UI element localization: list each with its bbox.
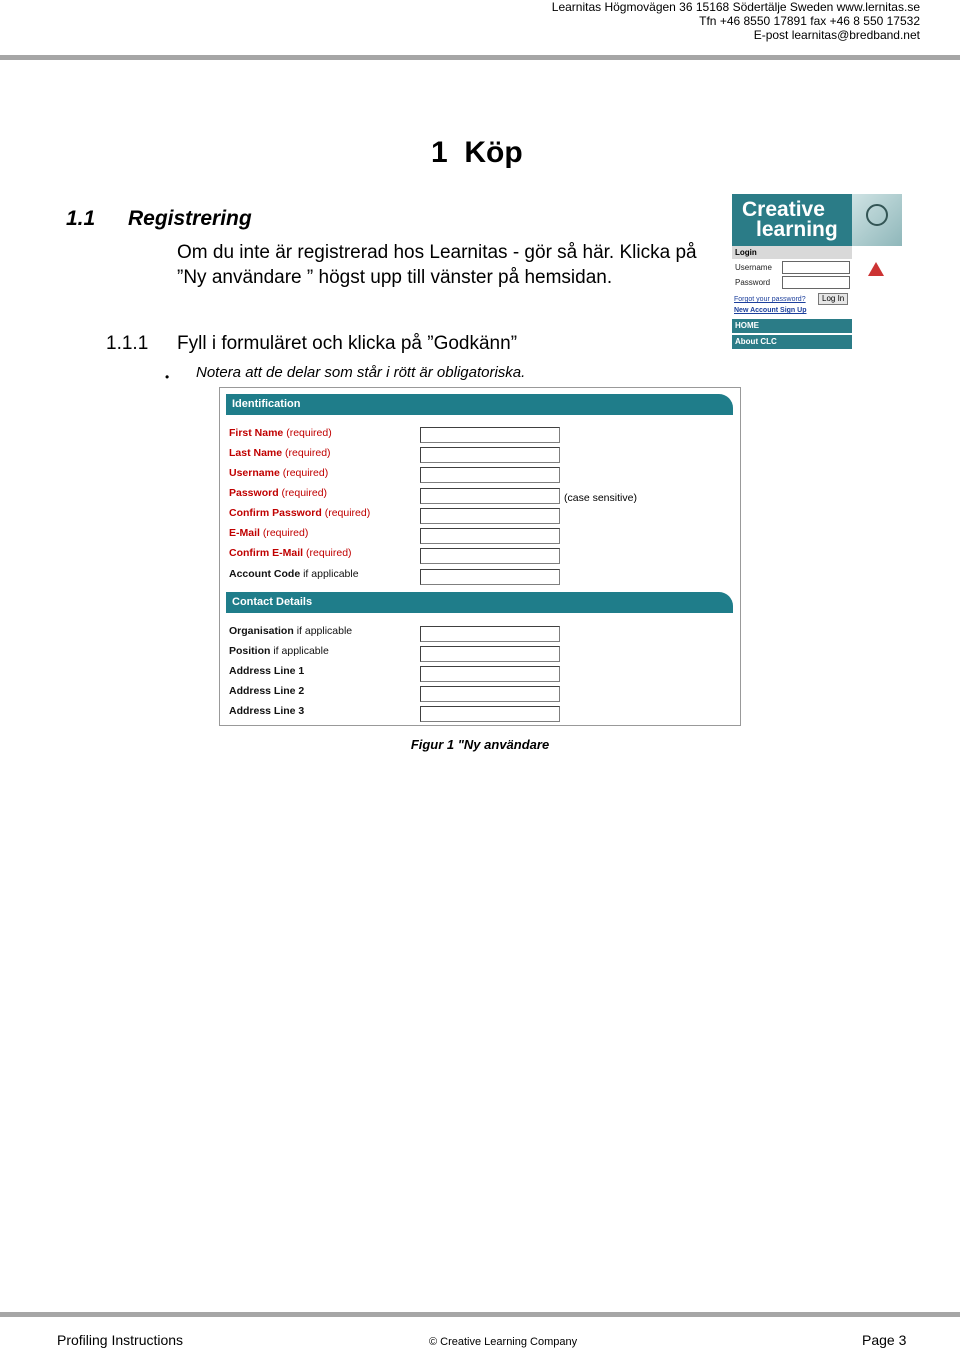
organisation-label: Organisation if applicable	[229, 625, 353, 637]
email-label: E-Mail (required)	[229, 527, 309, 539]
bullet-text: Notera att de delar som står i rött är obligatoriska.	[196, 364, 526, 381]
password-input[interactable]	[782, 276, 850, 289]
heading-3-title: Fyll i formuläret och klicka på ”Godkänn”	[177, 333, 518, 354]
new-account-signup-link[interactable]: New Account Sign Up	[734, 307, 807, 314]
confirm-email-input[interactable]	[420, 548, 560, 564]
account-code-label: Account Code if applicable	[229, 568, 359, 580]
username-input[interactable]	[782, 261, 850, 274]
organisation-input[interactable]	[420, 626, 560, 642]
footer-title: Profiling Instructions	[57, 1332, 184, 1348]
footer-copyright: © Creative Learning Company	[429, 1336, 578, 1348]
heading-2-number: 1.1	[66, 207, 96, 230]
case-sensitive-note: (case sensitive)	[564, 492, 637, 504]
position-input[interactable]	[420, 646, 560, 662]
logo-line-1: Creative	[742, 198, 825, 221]
satellite-dish-image	[852, 194, 902, 246]
nav-about[interactable]: About CLC	[732, 335, 852, 349]
address-line-2-input[interactable]	[420, 686, 560, 702]
logo-line-2: learning	[756, 218, 838, 241]
header-phone: Tfn +46 8550 17891 fax +46 8 550 17532	[699, 14, 920, 28]
heading-2-title: Registrering	[128, 207, 252, 230]
registration-form-screenshot	[219, 387, 741, 726]
header-address: Learnitas Högmovägen 36 15168 Södertälje Sweden www.lernitas.se	[551, 0, 920, 14]
position-label: Position if applicable	[229, 645, 329, 657]
figure-caption: Figur 1 "Ny användare	[410, 737, 550, 752]
email-input[interactable]	[420, 528, 560, 544]
address-line-1-label: Address Line 1	[229, 665, 305, 677]
bullet-dot: •	[165, 370, 170, 384]
address-line-3-input[interactable]	[420, 706, 560, 722]
heading-1-title: Köp	[464, 136, 523, 169]
last-name-input[interactable]	[420, 447, 560, 463]
last-name-label: Last Name (required)	[229, 447, 331, 459]
username-label: Username	[735, 263, 772, 272]
heading-3	[106, 333, 517, 355]
heading-1	[431, 136, 523, 170]
heading-2	[66, 207, 252, 231]
address-line-1-input[interactable]	[420, 666, 560, 682]
body-paragraph: Om du inte är registrerad hos Learnitas - gör så här. Klicka på ”Ny användare ” högst upp till vänster på hemsidan.	[177, 242, 697, 288]
address-line-3-label: Address Line 3	[229, 705, 305, 717]
forgot-password-link[interactable]: Forgot your password?	[734, 296, 806, 303]
contact-details-header: Contact Details	[226, 592, 733, 613]
address-line-2-label: Address Line 2	[229, 685, 305, 697]
creative-learning-logo	[742, 200, 838, 240]
username-label: Username (required)	[229, 467, 329, 479]
header-rule	[0, 55, 960, 60]
first-name-label: First Name (required)	[229, 427, 332, 439]
footer-rule	[0, 1312, 960, 1317]
account-code-input[interactable]	[420, 569, 560, 585]
header-email: E-post learnitas@bredband.net	[753, 28, 920, 42]
first-name-input[interactable]	[420, 427, 560, 443]
confirm-password-label: Confirm Password (required)	[229, 507, 371, 519]
arrow-icon	[868, 262, 884, 276]
password-label: Password	[735, 278, 771, 287]
log-in-button[interactable]: Log In	[818, 293, 848, 305]
heading-3-number: 1.1.1	[106, 333, 149, 354]
heading-1-number: 1	[431, 136, 448, 169]
confirm-email-label: Confirm E-Mail (required)	[229, 547, 352, 559]
nav-home[interactable]: HOME	[732, 319, 852, 333]
logo-banner	[732, 194, 852, 246]
identification-header: Identification	[226, 394, 733, 415]
password-label: Password (required)	[229, 487, 328, 499]
password-input[interactable]	[420, 488, 560, 504]
username-input[interactable]	[420, 467, 560, 483]
login-title: Login	[732, 246, 852, 259]
footer-page-number: Page 3	[862, 1332, 907, 1348]
login-screenshot	[732, 194, 902, 360]
confirm-password-input[interactable]	[420, 508, 560, 524]
